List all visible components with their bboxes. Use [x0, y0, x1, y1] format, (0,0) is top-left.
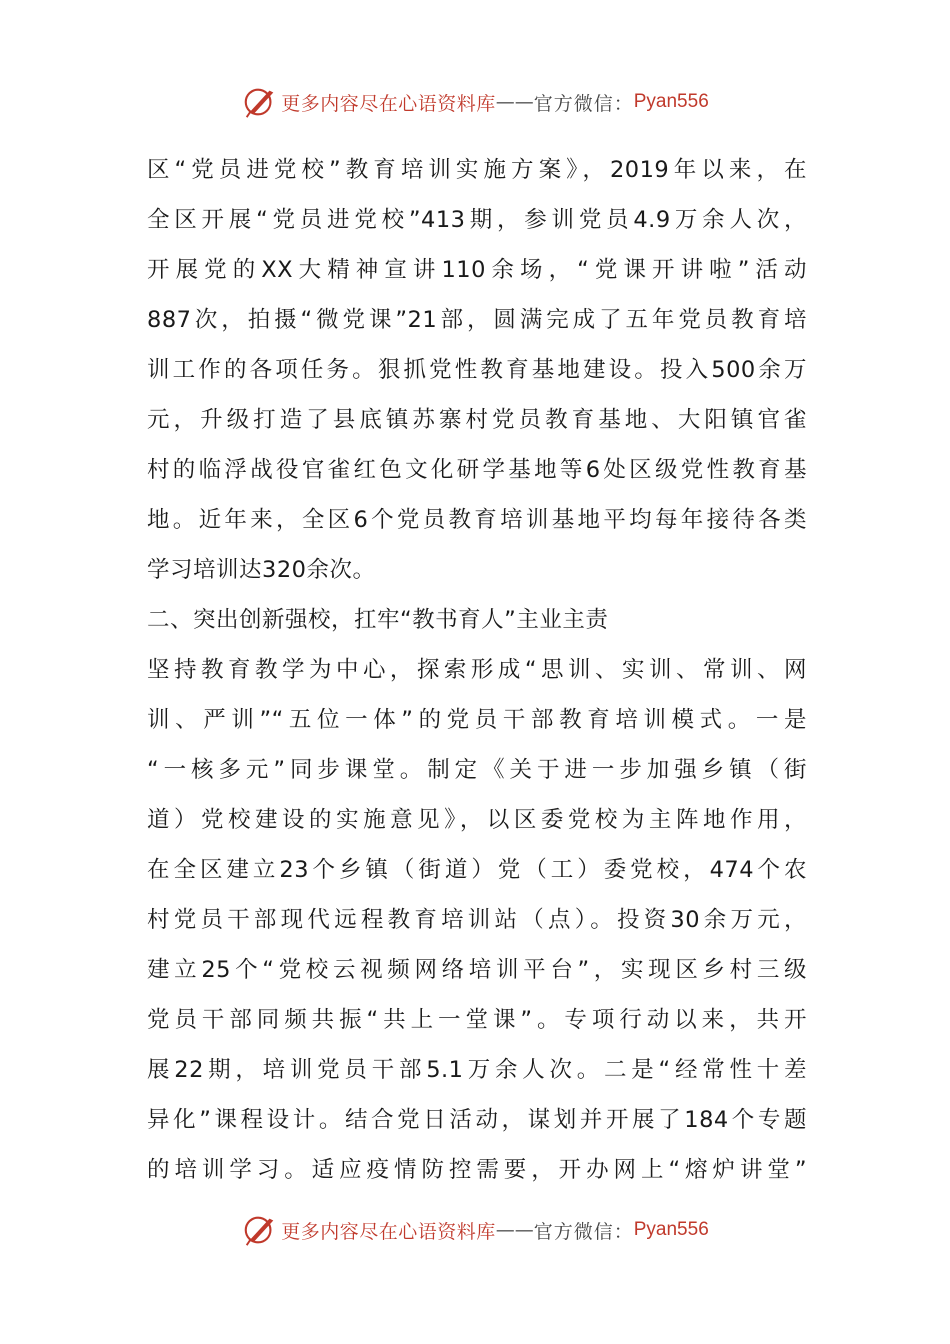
- header-banner: [0, 82, 950, 122]
- body-line: “一核多元”同步课堂。制定《关于进一步加强乡镇（街: [147, 757, 807, 783]
- banner-wechat-handle: Pyan556: [633, 1219, 709, 1240]
- body-line: 训工作的各项任务。狠抓党性教育基地建设。投入500余万: [147, 357, 807, 383]
- banner-brand-text: 更多内容尽在心语资料库: [281, 1220, 496, 1243]
- body-line: 地。近年来，全区6个党员教育培训基地平均每年接待各类: [147, 507, 807, 533]
- body-line: 学习培训达320余次。: [147, 557, 376, 583]
- banner-wechat-handle: Pyan556: [633, 91, 709, 112]
- body-line: 开展党的XX大精神宣讲110余场，“党课开讲啦”活动: [147, 257, 807, 283]
- section-heading: 二、突出创新强校，扛牢“教书育人”主业主责: [147, 607, 609, 633]
- quill-pen-logo-icon: [241, 1211, 279, 1249]
- body-line: 道）党校建设的实施意见》，以区委党校为主阵地作用，: [147, 807, 807, 833]
- document-body: [147, 145, 807, 1195]
- body-line: 887次，拍摄“微党课”21部，圆满完成了五年党员教育培: [147, 307, 807, 333]
- banner-dash: ——: [495, 91, 534, 113]
- body-line: 元，升级打造了县底镇苏寨村党员教育基地、大阳镇官雀: [147, 407, 807, 433]
- body-line: 的培训学习。适应疫情防控需要，开办网上“熔炉讲堂”: [147, 1157, 807, 1183]
- body-line: 村的临浮战役官雀红色文化研学基地等6处区级党性教育基: [147, 457, 807, 483]
- body-line: 全区开展“党员进党校”413期，参训党员4.9万余人次，: [147, 207, 807, 233]
- body-line: 展22期，培训党员干部5.1万余人次。二是“经常性十差: [147, 1057, 807, 1083]
- body-line: 异化”课程设计。结合党日活动，谋划并开展了184个专题: [147, 1107, 807, 1133]
- banner-wechat-label: 官方微信：: [533, 92, 634, 115]
- quill-pen-logo-icon: [241, 83, 279, 121]
- body-line: 建立25个“党校云视频网络培训平台”，实现区乡村三级: [147, 957, 807, 983]
- body-line: 区“党员进党校”教育培训实施方案》，2019年以来，在: [147, 157, 807, 183]
- body-line: 村党员干部现代远程教育培训站（点）。投资30余万元，: [147, 907, 807, 933]
- body-line: 训、严训”“五位一体”的党员干部教育培训模式。一是: [147, 707, 807, 733]
- banner-dash: ——: [495, 1219, 534, 1241]
- banner-brand-text: 更多内容尽在心语资料库: [281, 92, 496, 115]
- body-line: 在全区建立23个乡镇（街道）党（工）委党校，474个农: [147, 857, 807, 883]
- footer-banner: [0, 1210, 950, 1250]
- body-line: 坚持教育教学为中心，探索形成“思训、实训、常训、网: [147, 657, 807, 683]
- body-line: 党员干部同频共振“共上一堂课”。专项行动以来，共开: [147, 1007, 807, 1033]
- banner-wechat-label: 官方微信：: [533, 1220, 634, 1243]
